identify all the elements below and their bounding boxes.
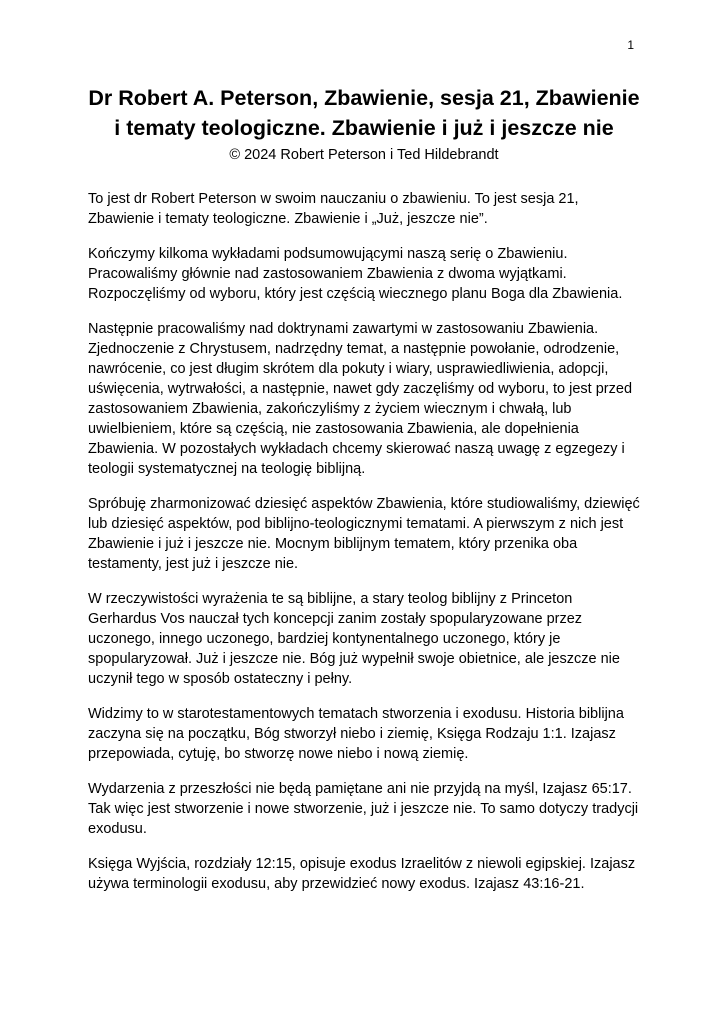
paragraph-8: Księga Wyjścia, rozdziały 12:15, opisuje exodus Izraelitów z niewoli egipskiej. Izajasz używa terminologii exodusu, aby przewidzieć nowy exodus. Izajasz 43:16-21. [88, 856, 636, 893]
document-title: Dr Robert A. Peterson, Zbawienie, sesja 21, Zbawienie i tematy teologiczne. Zbawienie i już i jeszcze nie [88, 86, 640, 140]
copyright-line: © 2024 Robert Peterson i Ted Hildebrandt [229, 147, 499, 164]
paragraph-3: Następnie pracowaliśmy nad doktrynami zawartymi w zastosowaniu Zbawienia. Zjednoczenie z Chrystusem, nadrzędny temat, a następnie powołanie, odrodzenie, nawrócenie, co jest długim skrótem dla pokuty i wiary, usprawiedliwienia, adopcji, uświęcenia, wytrwałości, a następnie, nawet gdy zaczęliśmy od wyboru, to jest przed zastosowaniem Zbawienia, zakończyliśmy z życiem wiecznym i chwałą, lub uwielbieniem, które są częścią, nie zastosowania Zbawienia, ale dopełnienia Zbawienia. W pozostałych wykładach chcemy skierować naszą uwagę z egzegezy i teologii systematycznej na teologię biblijną. [88, 321, 633, 478]
paragraph-7: Wydarzenia z przeszłości nie będą pamiętane ani nie przyjdą na myśl, Izajasz 65:17. Tak więc jest stworzenie i nowe stworzenie, już i jeszcze nie. To samo dotyczy tradycji exodusu. [88, 781, 639, 838]
paragraph-4: Spróbuję zharmonizować dziesięć aspektów Zbawienia, które studiowaliśmy, dziewięć lub dziesięć aspektów, pod biblijno-teologicznymi tematami. A pierwszym z nich jest Zbawienie i już i jeszcze nie. Mocnym biblijnym tematem, który przenika oba testamenty, jest już i jeszcze nie. [88, 496, 640, 573]
paragraph-5: W rzeczywistości wyrażenia te są biblijne, a stary teolog biblijny z Princeton Gerhardus Vos nauczał tych koncepcji zanim zostały spopularyzowane przez uczonego, innego uczonego, bardziej kontynentalnego uczonego, który je spopularyzował. Już i jeszcze nie. Bóg już wypełnił swoje obietnice, ale jeszcze nie uczynił tego w sposób ostateczny i pełny. [88, 591, 620, 688]
document-body [88, 189, 640, 894]
paragraph-1: To jest dr Robert Peterson w swoim nauczaniu o zbawieniu. To jest sesja 21, Zbawienie i tematy teologiczne. Zbawienie i „Już, jeszcze nie”. [88, 191, 579, 228]
paragraph-2: Kończymy kilkoma wykładami podsumowującymi naszą serię o Zbawieniu. Pracowaliśmy głównie nad zastosowaniem Zbawienia z dwoma wyjątkami. Rozpoczęliśmy od wyboru, który jest częścią wiecznego planu Boga dla Zbawienia. [88, 246, 623, 303]
paragraph-6: Widzimy to w starotestamentowych tematach stworzenia i exodusu. Historia biblijna zaczyna się na początku, Bóg stworzył niebo i ziemię, Księga Rodzaju 1:1. Izajasz przepowiada, cytuję, bo stworzę nowe niebo i nową ziemię. [88, 706, 624, 763]
page-number: 1 [627, 38, 634, 52]
